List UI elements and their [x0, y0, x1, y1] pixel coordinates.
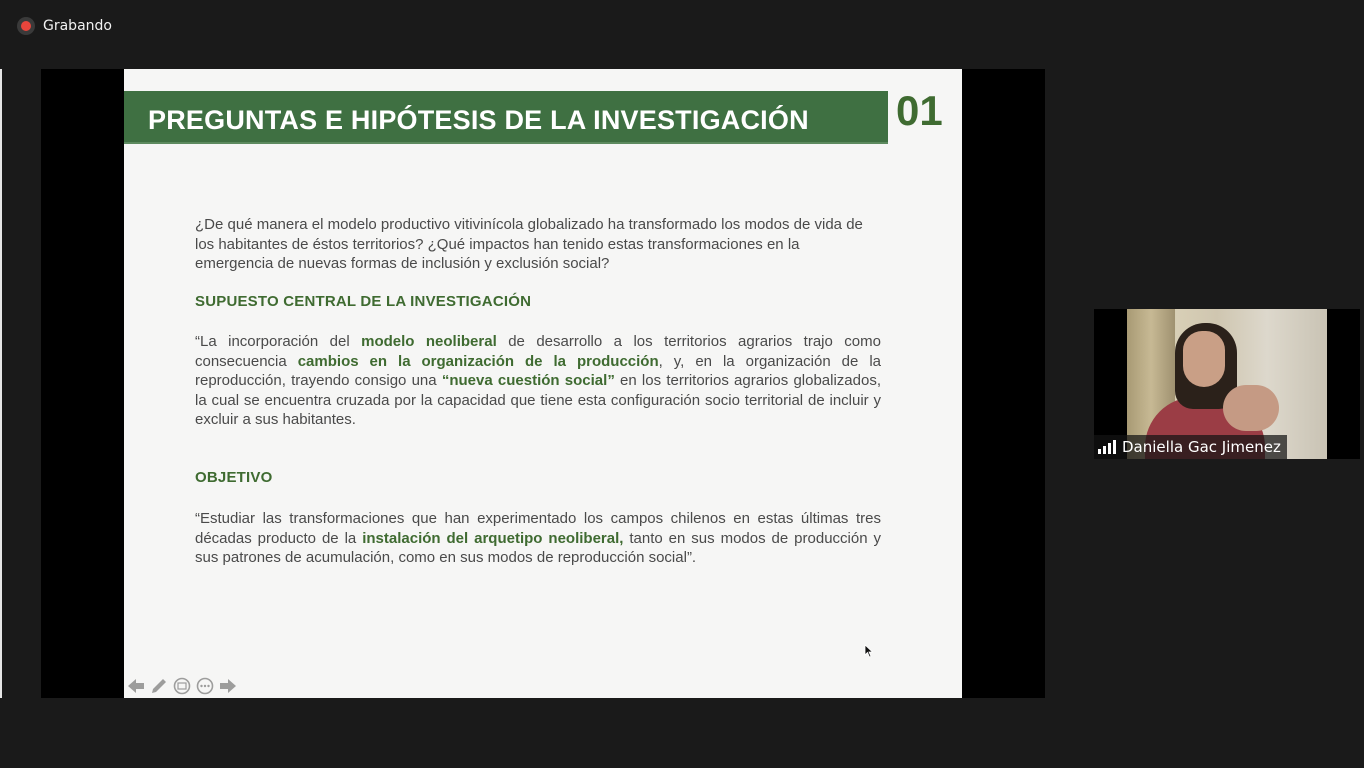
recording-label: Grabando [43, 18, 112, 34]
arrow-right-icon[interactable] [218, 676, 237, 695]
participant-name: Daniella Gac Jimenez [1122, 438, 1281, 456]
heading-objetivo: OBJETIVO [195, 469, 273, 486]
objetivo-paragraph: “Estudiar las transformaciones que han experimentado los campos chilenos en estas últimas tres décadas producto de la instalación del arquetipo neoliberal, tanto en sus modos de producción y sus patrones de acumulación, como en sus modos de reproducción social”. [195, 510, 882, 567]
mouse-cursor-icon [864, 644, 874, 658]
highlight-text: modelo neoliberal [361, 333, 497, 350]
slides-icon[interactable] [172, 676, 191, 695]
record-icon [17, 17, 35, 35]
signal-bars-icon [1098, 440, 1116, 454]
research-question: ¿De qué manera el modelo productivo vitivinícola globalizado ha transformado los modos de vida de los habitantes de éstos territorios? ¿Qué impactos han tenido estas transformaciones en la emergencia de nuevas formas de inclusión y exclusión social? [195, 216, 863, 273]
highlight-text: cambios en la organización de la producción [297, 352, 659, 370]
presentation-slide [124, 69, 962, 698]
participant-name-bar [1094, 435, 1287, 459]
slide-number: 01 [896, 87, 943, 134]
slideshow-toolbar [126, 676, 237, 695]
more-icon[interactable] [195, 676, 214, 695]
highlight-text: instalación del arquetipo neoliberal, [362, 529, 624, 547]
pen-icon[interactable] [149, 676, 168, 695]
heading-supuesto: SUPUESTO CENTRAL DE LA INVESTIGACIÓN [195, 293, 532, 310]
recording-indicator [17, 17, 112, 35]
slide-title: PREGUNTAS E HIPÓTESIS DE LA INVESTIGACIÓN [148, 105, 809, 135]
shared-screen [41, 69, 1045, 698]
arrow-left-icon[interactable] [126, 676, 145, 695]
supuesto-paragraph: “La incorporación del modelo neoliberal de desarrollo a los territorios agrarios trajo como consecuencia cambios en la organización de la producción, y, en la organización de la reproducción, trayendo consigo una “nueva cuestión social” en los territorios agrarios globalizados, la cual se encuentra cruzada por la capacidad que tiene esta configuración socio territorial de incluir y excluir a sus habitantes. [195, 333, 882, 429]
highlight-text: “nueva cuestión social” [441, 372, 615, 390]
participant-video-tile[interactable] [1094, 309, 1360, 459]
slide-title-bar [124, 91, 888, 144]
left-edge-divider [0, 69, 2, 698]
